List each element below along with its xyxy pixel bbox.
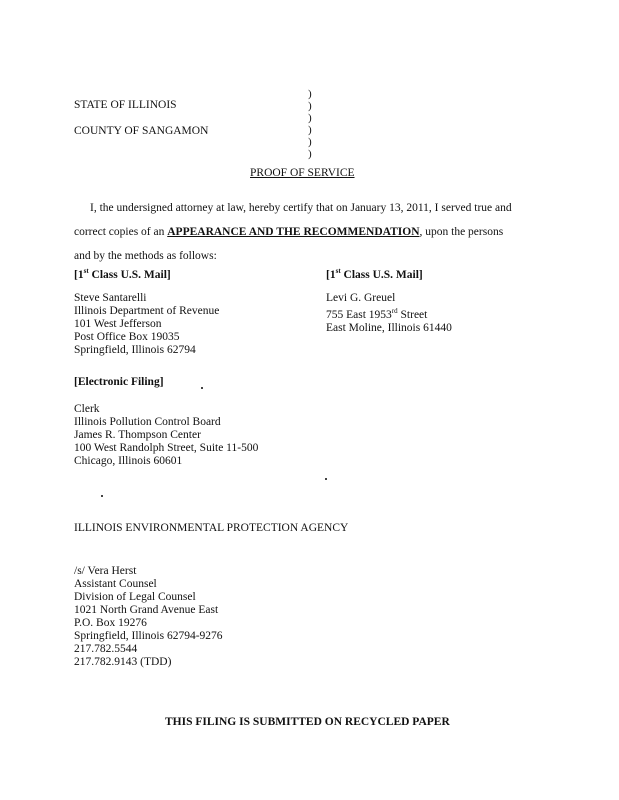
signature-line: Springfield, Illinois 62794-9276 [74, 630, 223, 642]
intro-line-2-pre: correct copies of an [74, 226, 168, 238]
electronic-service-method: [Electronic Filing] [74, 376, 164, 388]
intro-line-3: and by the methods as follows: [74, 250, 217, 262]
served-document-name: APPEARANCE AND THE RECOMMENDATION [167, 226, 420, 238]
left-address-block [74, 292, 219, 357]
method-label: Class U.S. Mail] [340, 268, 423, 281]
right-address-block [326, 292, 452, 335]
intro-line-2 [74, 220, 544, 244]
signature-line: P.O. Box 19276 [74, 617, 147, 629]
recycled-paper-footer: THIS FILING IS SUBMITTED ON RECYCLED PAPER [165, 716, 450, 728]
scan-speck [325, 478, 327, 480]
method-bracket: [1 [74, 268, 84, 281]
address-line: Springfield, Illinois 62794 [74, 344, 196, 356]
street-suffix: Street [397, 308, 428, 321]
signature-line: 1021 North Grand Avenue East [74, 604, 219, 616]
method-ordinal: st [335, 267, 341, 275]
caption-paren: ) [308, 148, 312, 160]
street-ordinal: rd [391, 307, 398, 315]
address-line: Levi G. Greuel [326, 292, 396, 304]
method-bracket: [1 [326, 268, 336, 281]
intro-line-1: I, the undersigned attorney at law, hereby certify that on January 13, 2011, I served true and [90, 202, 512, 214]
address-line [326, 305, 452, 322]
scan-speck [201, 387, 203, 389]
address-line: Illinois Pollution Control Board [74, 416, 221, 428]
signature-line: 217.782.5544 [74, 643, 138, 655]
signature-line: Assistant Counsel [74, 578, 157, 590]
scan-speck [101, 495, 103, 497]
caption-state: STATE OF ILLINOIS [74, 99, 177, 111]
method-label: Class U.S. Mail] [88, 268, 171, 281]
caption-paren: ) [308, 136, 312, 148]
document-title: PROOF OF SERVICE [250, 167, 355, 179]
signature-block [74, 565, 223, 669]
address-line: Illinois Department of Revenue [74, 305, 220, 317]
caption-paren: ) [308, 88, 312, 100]
address-line: 101 West Jefferson [74, 318, 162, 330]
agency-name: ILLINOIS ENVIRONMENTAL PROTECTION AGENCY [74, 522, 349, 534]
signature-line: /s/ Vera Herst [74, 565, 137, 577]
address-line: Post Office Box 19035 [74, 331, 180, 343]
address-line: Steve Santarelli [74, 292, 147, 304]
left-service-method [74, 265, 171, 282]
right-service-method [326, 265, 423, 282]
signature-line: 217.782.9143 (TDD) [74, 656, 172, 668]
method-ordinal: st [83, 267, 89, 275]
caption-paren: ) [308, 124, 312, 136]
address-line: East Moline, Illinois 61440 [326, 321, 452, 334]
street-number: 755 East 1953 [326, 308, 392, 321]
intro-paragraph [74, 196, 544, 268]
signature-line: Division of Legal Counsel [74, 591, 196, 603]
address-line: Clerk [74, 403, 100, 415]
address-line: James R. Thompson Center [74, 429, 201, 441]
intro-line-2-post: , upon the persons [419, 226, 504, 238]
clerk-address-block [74, 403, 258, 468]
address-line: 100 West Randolph Street, Suite 11-500 [74, 442, 259, 454]
caption-paren: ) [308, 112, 312, 124]
caption-county: COUNTY OF SANGAMON [74, 125, 209, 137]
address-line: Chicago, Illinois 60601 [74, 455, 183, 467]
caption-paren: ) [308, 100, 312, 112]
